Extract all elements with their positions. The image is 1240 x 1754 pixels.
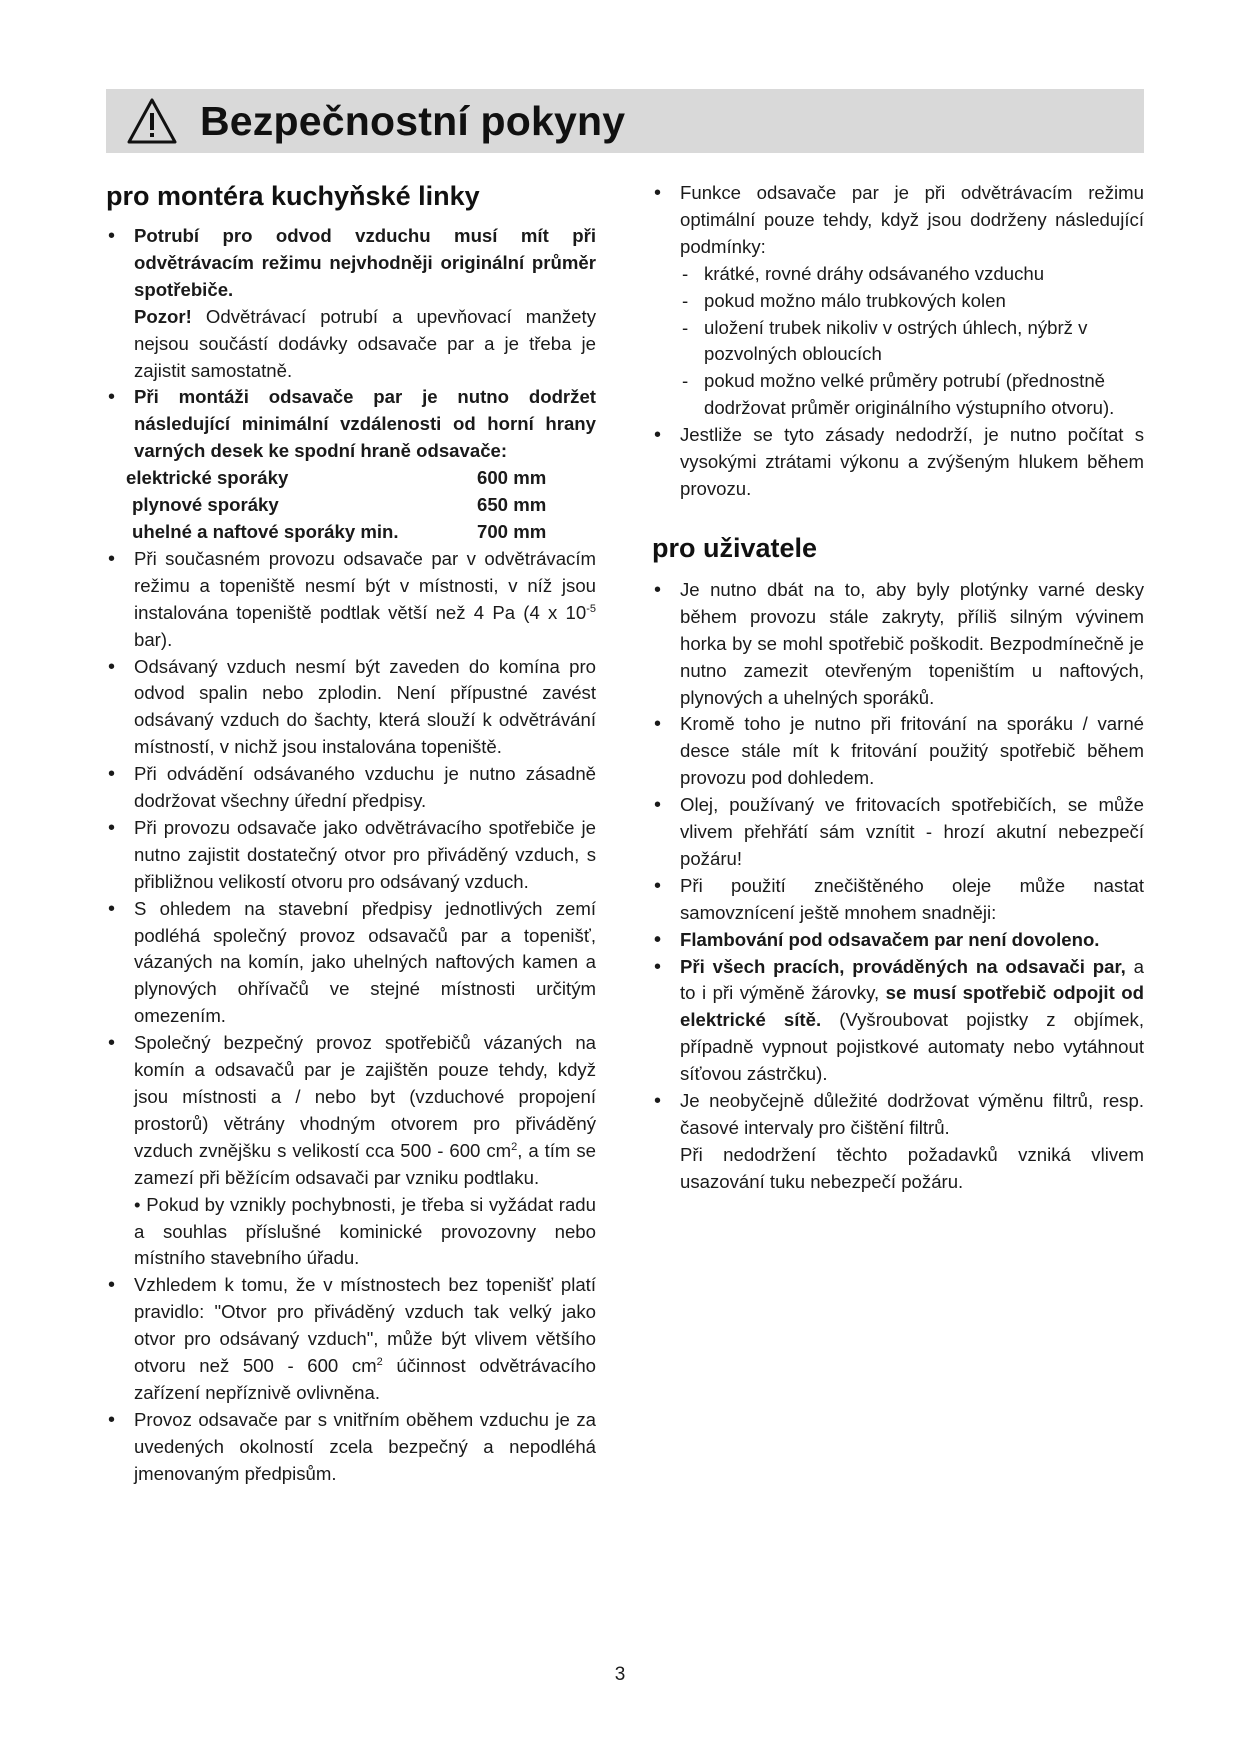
table-row	[126, 465, 546, 492]
warning-triangle-icon	[126, 97, 178, 145]
list-item: • Při použití znečištěného oleje může nastat samovznícení ještě mnohem snadněji:	[652, 873, 1144, 927]
list-item	[106, 1272, 596, 1407]
item-text: , a tím se zamezí při běžícím odsavači par vzniku podtlaku.	[134, 1139, 596, 1188]
item-bold-text: Potrubí pro odvod vzduchu musí mít při odvětrávacím režimu nejvhodněji originální průměr spotřebiče.	[134, 225, 596, 300]
item-bold-text: Při montáži odsavače par je nutno dodržet následující minimální vzdálenosti od horní hrany varných desek ke spodní hraně odsavače:	[134, 386, 596, 462]
table-row	[126, 519, 546, 546]
pozor-label: Pozor!	[134, 305, 192, 327]
item-text: Je neobyčejně důležité dodržovat výměnu filtrů, resp. časové intervaly pro čištění filtrů.	[680, 1090, 1144, 1138]
list-item: • Flambování pod odsavačem par není dovoleno.	[652, 927, 1144, 954]
item-text: a to i při výměně žárovky,	[680, 955, 1144, 1004]
section-heading-user: pro uživatele	[652, 532, 818, 563]
sub-bullet-text: • Pokud by vznikly pochybnosti, je třeba si vyžádat radu a souhlas příslušné kominické provozovny nebo místního stavebního úřadu.	[134, 1193, 596, 1269]
left-column	[106, 175, 596, 1488]
condition-item: - pokud možno velké průměry potrubí (přednostně dodržovat průměr originálního výstupního otvoru).	[680, 368, 1144, 422]
item-text: Vzhledem k tomu, že v místnostech bez topenišť platí pravidlo: "Otvor pro přiváděný vzduch tak velký jako otvor pro odsávaný vzduch", může být vlivem většího otvoru než 500 - 600 cm	[134, 1274, 596, 1377]
distance-label: elektrické sporáky	[126, 467, 289, 489]
condition-item: - uložení trubek nikoliv v ostrých úhlech, nýbrž v pozvolných obloucích	[680, 315, 1144, 369]
right-column	[652, 180, 1144, 1196]
superscript: 2	[376, 1355, 383, 1368]
list-item: • Olej, používaný ve fritovacích spotřebičích, se může vlivem přehřátí sám vznítit - hrozí akutní nebezpečí požáru!	[652, 792, 1144, 873]
distance-value: 700 mm	[477, 520, 547, 542]
table-row	[126, 492, 546, 519]
distance-label: uhelné a naftové sporáky min.	[132, 520, 399, 542]
header-bar	[106, 89, 1144, 153]
item-text: Při nedodržení těchto požadavků vzniká vlivem usazování tuku nebezpečí požáru.	[680, 1143, 1144, 1192]
list-item	[106, 1030, 596, 1272]
list-item: • Jestliže se tyto zásady nedodrží, je nutno počítat s vysokými ztrátami výkonu a zvýšeným hlukem během provozu.	[652, 422, 1144, 503]
list-item: • Provoz odsavače par s vnitřním oběhem vzduchu je za uvedených okolností zcela bezpečný a nepodléhá jmenovaným předpisům.	[106, 1407, 596, 1488]
list-item: • Odsávaný vzduch nesmí být zaveden do komína pro odvod spalin nebo zplodin. Není přípustné zavést odsávaný vzduch do šachty, která slouží k odvětrávání místností, v nichž jsou instalována topeniště.	[106, 654, 596, 762]
item-text: (Vyšroubovat pojistky z objímek, případně vypnout pojistkové automaty nebo vytáhnout síťovou zástrčku).	[680, 1009, 1144, 1085]
condition-item: - pokud možno málo trubkových kolen	[680, 288, 1144, 315]
user-list	[652, 577, 1144, 1196]
item-text: Společný bezpečný provoz spotřebičů vázaných na komín a odsavačů par je zajištěn pouze tehdy, když jsou místnosti a / nebo byt (vzduchové propojení prostorů) větrány vhodným otvorem pro přiváděný vzduch zvnějšku s velikostí cca 500 - 600 cm	[134, 1032, 596, 1161]
item-text: bar).	[134, 628, 173, 650]
distance-table	[126, 465, 546, 546]
item-text: Odvětrávací potrubí a upevňovací manžety nejsou součástí dodávky odsavače par a je třeba je zajistit samostatně.	[134, 305, 596, 381]
item-text: Při současném provozu odsavače par v odvětrávacím režimu a topeniště nesmí být v místnosti, v níž jsou instalována topeniště podtlak větší než 4 Pa (4 x 10	[134, 547, 596, 623]
list-item	[652, 180, 1144, 422]
list-item	[106, 546, 596, 654]
list-item	[652, 954, 1144, 1089]
list-item	[652, 1088, 1144, 1196]
superscript: 2	[511, 1140, 518, 1153]
section-heading-installer: pro montéra kuchyňské linky	[106, 181, 480, 211]
superscript: -5	[586, 602, 596, 615]
item-text: Funkce odsavače par je při odvětrávacím režimu optimální pouze tehdy, když jsou dodrženy následující podmínky:	[680, 182, 1144, 257]
item-text: účinnost odvětrávacího zařízení nepříznivě ovlivněna.	[134, 1355, 597, 1403]
list-item	[106, 223, 596, 384]
list-item: • S ohledem na stavební předpisy jednotlivých zemí podléhá společný provoz odsavačů par a topenišť, vázaných na komín, jako uhelných naftových kamen a plynových ohřívačů ve stejné místnosti určitým omezením.	[106, 896, 596, 1031]
list-item: • Je nutno dbát na to, aby byly plotýnky varné desky během provozu stále zakryty, příliš silným vývinem horka by se mohl spotřebič poškodit. Bezpodmínečně je nutno zamezit otevřeným topeništím u naftových, plynových a uhelných sporáků.	[652, 577, 1144, 712]
list-item	[106, 384, 596, 545]
item-bold-text: Při všech pracích, prováděných na odsavači par,	[680, 955, 1126, 977]
installer-list	[106, 223, 596, 1488]
distance-label: plynové sporáky	[132, 494, 279, 516]
distance-value: 650 mm	[477, 494, 547, 516]
function-list	[652, 180, 1144, 503]
list-item: • Kromě toho je nutno při fritování na sporáku / varné desce stále mít k fritování použitý spotřebič během provozu pod dohledem.	[652, 711, 1144, 792]
list-item: • Při provozu odsavače jako odvětrávacího spotřebiče je nutno zajistit dostatečný otvor pro přiváděný vzduch, s přibližnou velikostí otvoru pro odsávaný vzduch.	[106, 815, 596, 896]
list-item: • Při odvádění odsávaného vzduchu je nutno zásadně dodržovat všechny úřední předpisy.	[106, 761, 596, 815]
item-bold-text: se musí spotřebič odpojit od elektrické sítě.	[680, 982, 1144, 1031]
distance-value: 600 mm	[477, 467, 547, 489]
page-title: Bezpečnostní pokyny	[200, 97, 626, 144]
page-number: 3	[614, 1664, 626, 1685]
condition-item: - krátké, rovné dráhy odsávaného vzduchu	[680, 261, 1144, 288]
conditions-list	[680, 261, 1144, 422]
